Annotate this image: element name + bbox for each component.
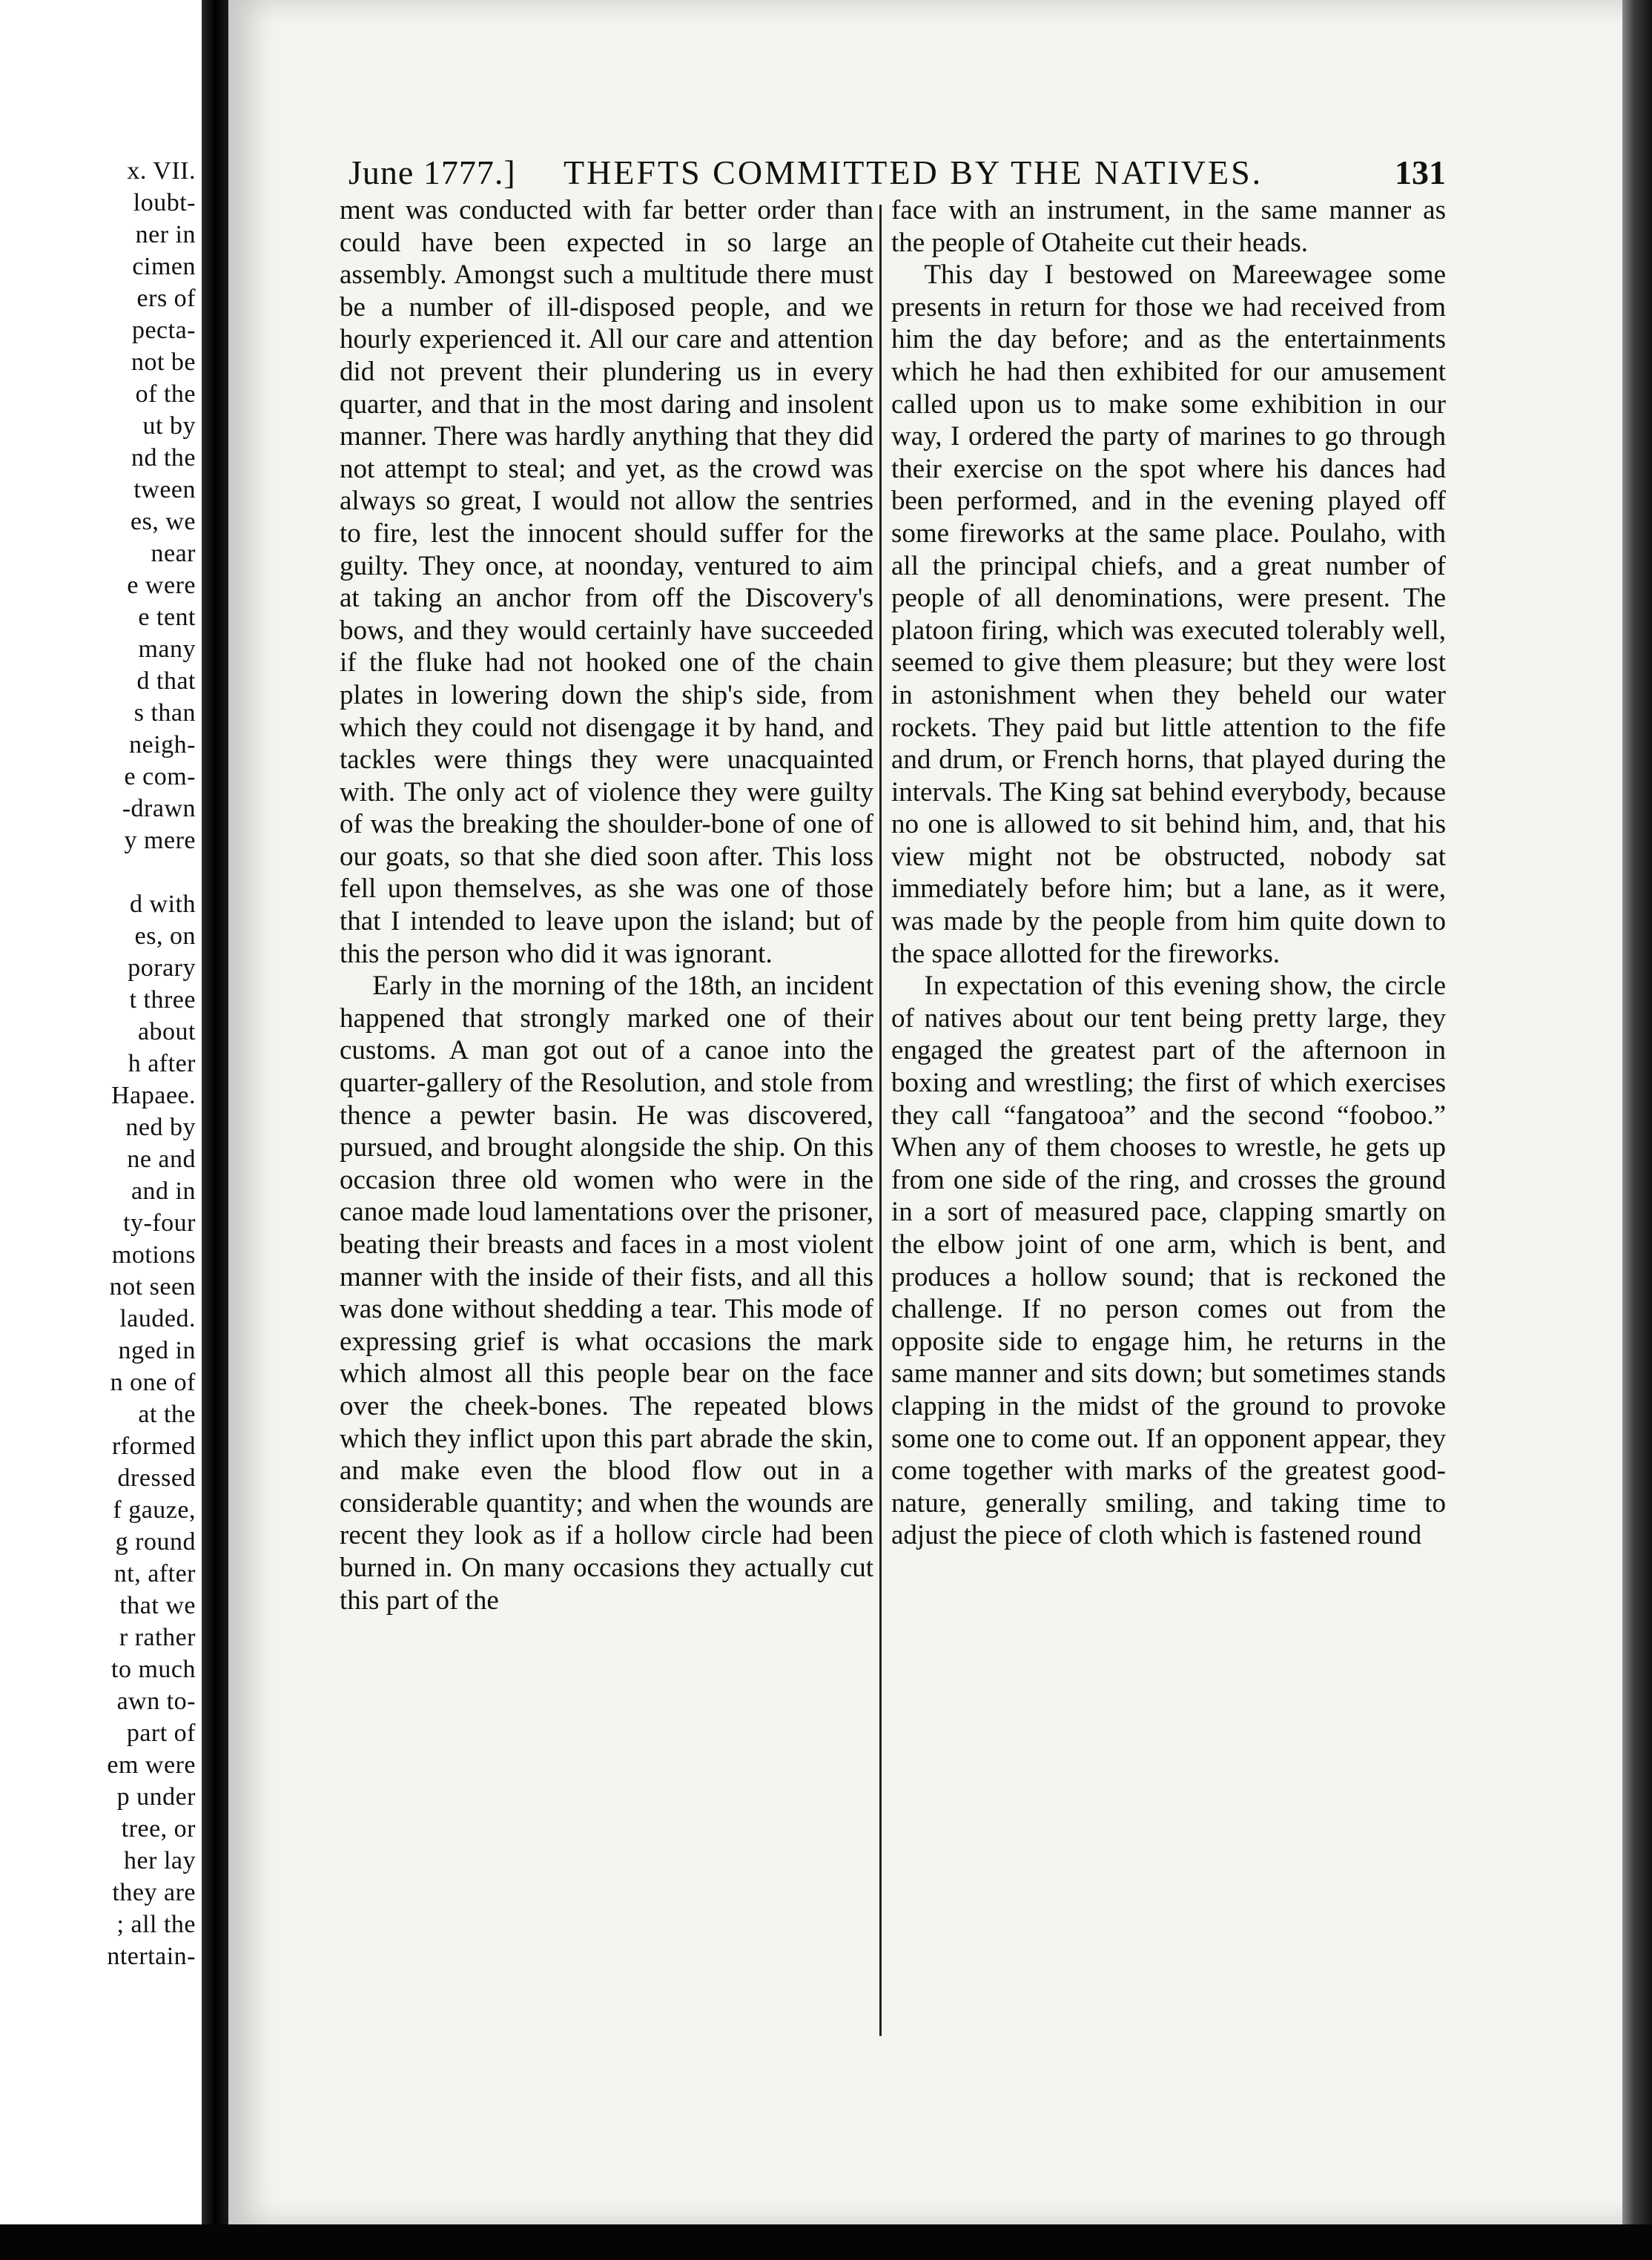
facing-page-line: lauded.: [119, 1305, 196, 1332]
facing-page-line: not seen: [109, 1273, 196, 1301]
facing-page-line: to much: [111, 1656, 196, 1683]
facing-page-line: pecta-: [131, 317, 196, 344]
facing-page-line: ; all the: [116, 1911, 196, 1938]
paragraph: In expectation of this evening show, the circle of natives about our tent being pretty large, they engaged the greatest part of the afternoon in boxing and wrestling; the first of which exercises they call “fangatooa” and the second “fooboo.” When any of them chooses to wrestle, he gets up from one side of the ring, and crosses the ground in a sort of measured pace, clapping smartly on the elbow joint of one arm, which is bent, and produces a hollow sound; that is reckoned the challenge. If no person comes out from the opposite side to engage him, he returns in the same manner and sits down; but sometimes stands clapping in the midst of the ground to provoke some one to come out. If an opponent appear, they come together with marks of the greatest good-nature, generally smiling, and taking time to adjust the piece of cloth which is fastened round: [891, 971, 1446, 1551]
facing-page-line: cimen: [132, 253, 196, 280]
facing-page-line: motions: [111, 1241, 196, 1269]
facing-page-line: ntertain-: [107, 1943, 196, 1970]
facing-page-line: x. VII.: [127, 157, 196, 185]
facing-page-line: that we: [119, 1592, 196, 1619]
facing-page-line: -drawn: [122, 795, 196, 822]
facing-page-fragment: [0, 0, 202, 2224]
running-header: [348, 153, 1446, 197]
facing-page-line: d with: [130, 891, 196, 918]
facing-page-line: near: [151, 540, 196, 567]
page-number: 131: [1395, 153, 1446, 191]
facing-page-line: ers of: [136, 285, 196, 312]
book-gutter: [202, 0, 228, 2260]
facing-page-line: ut by: [142, 412, 196, 440]
facing-page-line: tween: [133, 476, 196, 503]
paragraph: Early in the morning of the 18th, an incident happened that strongly marked one of their customs. A man got out of a canoe into the quarter-gallery of the Resolution, and stole from thence a pewter basin. He was discovered, pursued, and brought alongside the ship. On this occasion three old women who were in the canoe made loud lamentations over the prisoner, beating their breasts and faces in a most violent manner with the inside of their fists, and all this was done without shedding a tear. This mode of expressing grief is what occasions the mark which almost all this people bear on the face over the cheek-bones. The repeated blows which they inflict upon this part abrade the skin, and make even the blood flow out in a considerable quantity; and when the wounds are recent they look as if a hollow circle had been burned in. On many occasions they actually cut this part of the: [340, 971, 873, 1616]
facing-page-line: of the: [135, 380, 196, 408]
facing-page-line: d that: [136, 667, 196, 695]
facing-page-line: ne and: [127, 1146, 196, 1173]
facing-page-line: f gauze,: [113, 1496, 196, 1524]
facing-page-line: t three: [129, 986, 196, 1014]
facing-page-line: p under: [116, 1783, 196, 1811]
facing-page-line: e tent: [138, 604, 196, 631]
facing-page-line: es, we: [130, 508, 196, 535]
facing-page-line: ned by: [125, 1114, 196, 1141]
facing-page-line: nged in: [118, 1337, 196, 1364]
left-text-column: [340, 194, 873, 1616]
facing-page-line: ty-four: [123, 1209, 196, 1237]
facing-page-line: h after: [128, 1050, 196, 1077]
facing-page-line: about: [137, 1018, 196, 1045]
facing-page-line: not be: [130, 348, 196, 376]
scan-border: [0, 2224, 1652, 2260]
facing-page-line: n one of: [110, 1369, 196, 1396]
facing-page-line: nd the: [130, 444, 196, 472]
facing-page-line: porary: [128, 954, 196, 982]
facing-page-line: awn to-: [116, 1688, 196, 1715]
facing-page-line: g round: [115, 1528, 196, 1556]
paragraph: ment was conducted with far better order than could have been expected in so large an assembly. Amongst such a multitude there must be a number of ill-disposed people, and we hourly experienced it. All our care and attention did not prevent their plundering us in every quarter, and that in the most daring and insolent manner. There was hardly anything that they did not attempt to steal; and yet, as the crowd was always so great, I would not allow the sentries to fire, lest the innocent should suffer for the guilty. They once, at noonday, ventured to aim at taking an anchor from off the Discovery's bows, and they would certainly have succeeded if the fluke had not hooked one of the chain plates in lowering down the ship's side, from which they could not disengage it by hand, and tackles were things they were unacquainted with. The only act of violence they were guilty of was the breaking the shoulder-bone of one of our goats, so that she died soon after. This loss fell upon themselves, as she was one of those that I intended to leave upon the island; but of this the person who did it was ignorant.: [340, 195, 873, 969]
facing-page-line: em were: [107, 1751, 196, 1779]
paragraph: This day I bestowed on Mareewagee some presents in return for those we had received from him the day before; and as the entertainments which he had then exhibited for our amusement called upon us to make some exhibition in our way, I ordered the party of marines to go through their exercise on the spot where his dances had been performed, and in the evening played off some fireworks at the same place. Poulaho, with all the principal chiefs, and a great number of people of all denominations, were present. The platoon firing, which was executed tolerably well, seemed to give them pleasure; but they were lost in astonishment when they beheld our water rockets. They paid but little attention to the fife and drum, or French horns, that played during the intervals. The King sat behind everybody, because no one is allowed to sit behind him, and, that his view might not be obstructed, nobody sat immediately before him; but a lane, as it were, was made by the people from him quite down to the space allotted for the fireworks.: [891, 260, 1446, 969]
facing-page-line: rformed: [111, 1433, 196, 1460]
page-edge: [1622, 0, 1652, 2260]
facing-page-line: neigh-: [129, 731, 196, 759]
facing-page-line: her lay: [124, 1847, 196, 1874]
column-divider: [879, 205, 882, 2036]
header-title: THEFTS COMMITTED BY THE NATIVES.: [564, 153, 1263, 191]
facing-page-line: they are: [112, 1879, 196, 1906]
facing-page-line: many: [138, 635, 196, 663]
facing-page-line: at the: [138, 1401, 196, 1428]
facing-page-line: e were: [127, 572, 196, 599]
facing-page-line: and in: [130, 1177, 196, 1205]
right-text-column: [891, 194, 1446, 1552]
facing-page-line: loubt-: [133, 189, 196, 217]
facing-page-line: r rather: [119, 1624, 196, 1651]
facing-page-line: Hapaee.: [111, 1082, 196, 1109]
facing-page-line: part of: [126, 1719, 196, 1747]
facing-page-line: tree, or: [121, 1815, 196, 1843]
header-date: June 1777.]: [348, 153, 516, 191]
facing-page-line: s than: [133, 699, 196, 727]
facing-page-line: y mere: [124, 827, 196, 854]
facing-page-line: ner in: [135, 221, 196, 248]
facing-page-line: es, on: [134, 922, 196, 950]
facing-page-line: nt, after: [113, 1560, 196, 1587]
paragraph: face with an instrument, in the same manner as the people of Otaheite cut their heads.: [891, 195, 1446, 258]
facing-page-line: e com-: [124, 763, 196, 790]
facing-page-line: dressed: [117, 1464, 196, 1492]
